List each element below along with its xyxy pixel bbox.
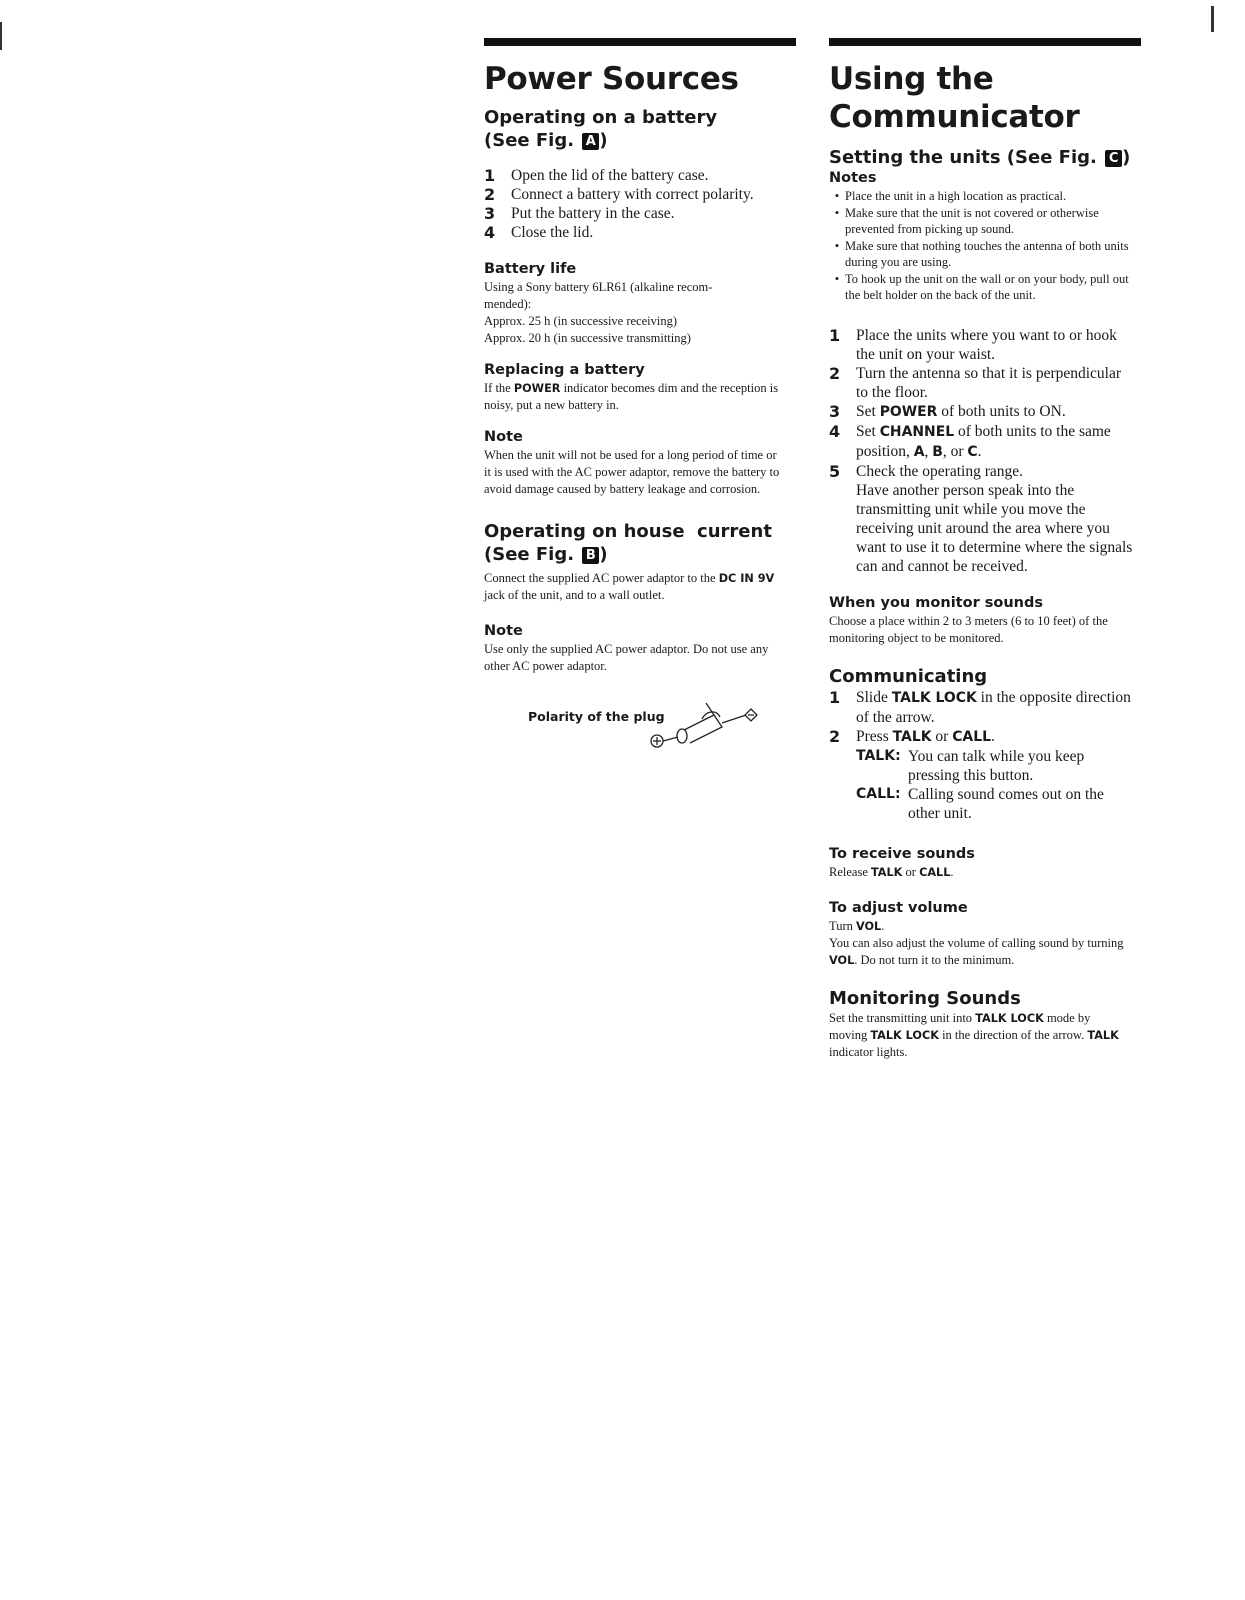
list-item: • Make sure that nothing touches the antenna of both units during you are using. xyxy=(834,238,1129,269)
list-item: • Place the unit in a high location as practical. xyxy=(834,189,1067,203)
power-sources-title: Power Sources xyxy=(484,61,739,97)
note-heading: Note xyxy=(484,429,523,445)
list-item: 1 Place the units where you want to or hook the unit on your waist. xyxy=(829,325,1117,363)
communicating-steps xyxy=(829,688,1134,747)
battery-heading: Operating on a battery (See Fig. A ) xyxy=(484,107,718,151)
adjust-volume-heading: To adjust volume xyxy=(829,899,968,916)
replacing-text: If the POWER indicator becomes dim and the reception is noisy, put a new battery in. xyxy=(484,381,779,412)
list-item: 2 Press TALK or CALL. xyxy=(829,726,995,746)
receive-sounds-heading: To receive sounds xyxy=(829,845,975,862)
call-description: CALL: Calling sound comes out on the other unit. xyxy=(856,785,1104,822)
list-item: 3 Set POWER of both units to ON. xyxy=(829,401,1066,421)
communicator-title: Using the Communicator xyxy=(829,61,1080,135)
using-communicator-column xyxy=(829,38,1169,1061)
section-rule xyxy=(829,38,1141,46)
list-item: 2 Connect a battery with correct polarity. xyxy=(484,185,754,204)
adjust-volume-text: Turn VOL. You can also adjust the volume of calling sound by turning VOL. Do not turn it to the minimum. xyxy=(829,918,1124,967)
list-item: 1 Open the lid of the battery case. xyxy=(484,166,709,185)
house-current-heading: Operating on house current (See Fig. B ) xyxy=(484,521,772,565)
polarity-figure xyxy=(484,689,814,759)
replacing-heading: Replacing a battery xyxy=(484,362,645,378)
monitoring-sounds-text: Set the transmitting unit into TALK LOCK mode by moving TALK LOCK in the direction of the arrow. TALK indicator lights. xyxy=(829,1010,1119,1059)
scan-mark xyxy=(1211,6,1214,32)
figure-c-icon: C xyxy=(1105,150,1122,167)
receive-sounds-text: Release TALK or CALL. xyxy=(829,864,954,879)
list-item: 3 Put the battery in the case. xyxy=(484,204,675,223)
communicating-heading: Communicating xyxy=(829,665,988,687)
note-text: When the unit will not be used for a long period of time or it is used with the AC power adaptor, remove the battery to avoid damage caused by battery leakage and corrosion. xyxy=(484,448,780,496)
figure-b-icon: B xyxy=(582,547,599,564)
notes-heading: Notes xyxy=(829,170,877,186)
figure-a-icon: A xyxy=(582,133,599,150)
power-sources-column xyxy=(484,38,814,759)
battery-steps xyxy=(484,166,814,242)
setting-steps xyxy=(829,326,1134,576)
list-item: • To hook up the unit on the wall or on your body, pull out the belt holder on the back of the unit. xyxy=(834,271,1129,302)
note-text: Use only the supplied AC power adaptor. Do not use any other AC power adaptor. xyxy=(484,642,769,673)
battery-life-heading: Battery life xyxy=(484,261,577,277)
list-item: 4 Set CHANNEL of both units to the same position, A, B, or C. xyxy=(829,421,1111,460)
battery-life-text: Using a Sony battery 6LR61 (alkaline recom- mended): Approx. 25 h (in successive receiving) Approx. 20 h (in successive transmitting) xyxy=(484,280,713,345)
house-current-text: Connect the supplied AC power adaptor to the DC IN 9V jack of the unit, and to a wall outlet. xyxy=(484,571,775,602)
list-item: 5 Check the operating range. Have another person speak into the transmitting unit while you move the receiving unit around the area where you want to use it to determine where the signals can and cannot be received. xyxy=(829,461,1133,575)
notes-list xyxy=(829,188,1129,304)
list-item: • Make sure that the unit is not covered or otherwise prevented from picking up sound. xyxy=(834,205,1099,236)
setting-units-heading: Setting the units (See Fig. C ) xyxy=(829,147,1131,168)
scan-mark xyxy=(0,22,2,50)
polarity-label: Polarity of the plug xyxy=(528,709,665,724)
list-item: 2 Turn the antenna so that it is perpendicular to the floor. xyxy=(829,363,1122,401)
talk-description: TALK: You can talk while you keep pressing this button. xyxy=(856,747,1085,784)
plug-polarity-icon xyxy=(648,697,768,757)
monitor-sounds-text: Choose a place within 2 to 3 meters (6 to 10 feet) of the monitoring object to be monitored. xyxy=(829,613,1108,645)
list-item: 1 Slide TALK LOCK in the opposite direction of the arrow. xyxy=(829,687,1131,726)
monitor-sounds-heading: When you monitor sounds xyxy=(829,594,1044,611)
list-item: 4 Close the lid. xyxy=(484,223,594,242)
monitoring-sounds-heading: Monitoring Sounds xyxy=(829,987,1021,1009)
note-heading: Note xyxy=(484,623,523,639)
section-rule xyxy=(484,38,796,46)
